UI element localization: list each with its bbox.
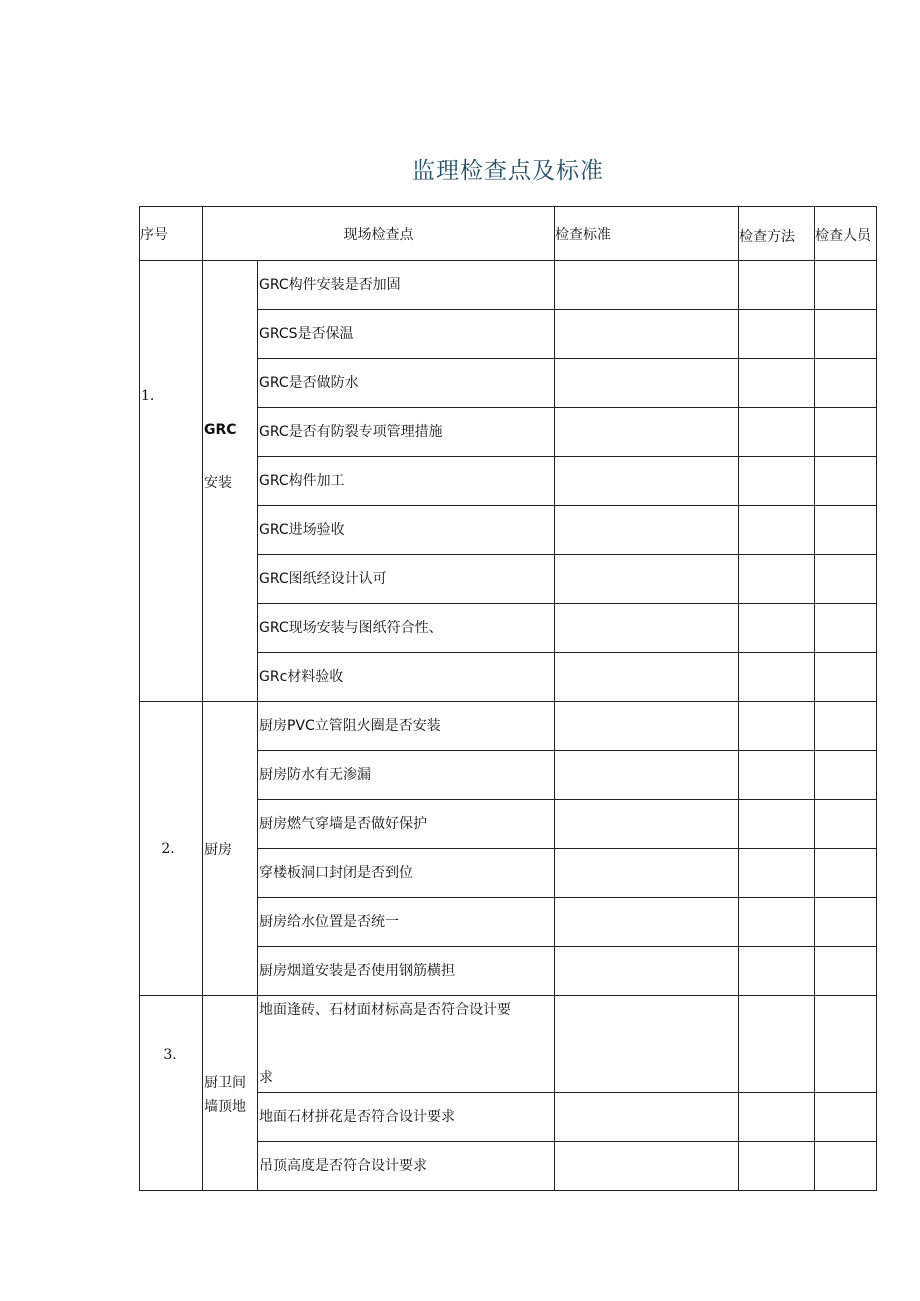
method-cell bbox=[739, 1093, 815, 1142]
inspector-cell bbox=[815, 604, 877, 653]
standard-cell bbox=[555, 653, 739, 702]
inspector-cell bbox=[815, 653, 877, 702]
header-seq: 序号 bbox=[140, 207, 203, 261]
checkpoint-item: GRC图纸经设计认可 bbox=[258, 555, 555, 604]
section-category-line2: 安装 bbox=[204, 475, 232, 491]
standard-cell bbox=[555, 506, 739, 555]
inspector-cell bbox=[815, 947, 877, 996]
standard-cell bbox=[555, 408, 739, 457]
inspector-cell bbox=[815, 800, 877, 849]
standard-cell bbox=[555, 359, 739, 408]
table-header-row bbox=[140, 207, 877, 261]
method-cell bbox=[739, 751, 815, 800]
method-cell bbox=[739, 261, 815, 310]
checkpoint-item: GRC进场验收 bbox=[258, 506, 555, 555]
inspector-cell bbox=[815, 898, 877, 947]
method-cell bbox=[739, 457, 815, 506]
inspector-cell bbox=[815, 310, 877, 359]
inspector-cell bbox=[815, 555, 877, 604]
inspector-cell bbox=[815, 1093, 877, 1142]
standard-cell bbox=[555, 604, 739, 653]
method-cell bbox=[739, 1142, 815, 1191]
method-cell bbox=[739, 653, 815, 702]
method-cell bbox=[739, 555, 815, 604]
header-inspector: 检查人员 bbox=[815, 207, 877, 261]
checkpoint-item-line2: 求 bbox=[259, 1070, 273, 1086]
standard-cell bbox=[555, 898, 739, 947]
standard-cell bbox=[555, 996, 739, 1093]
section-category bbox=[203, 261, 258, 702]
method-cell bbox=[739, 800, 815, 849]
checkpoint-item-line1: 地面逢砖、石材面材标高是否符合设计要 bbox=[259, 1002, 511, 1018]
inspector-cell bbox=[815, 702, 877, 751]
method-cell bbox=[739, 506, 815, 555]
checkpoint-item: 厨房烟道安装是否使用钢筋横担 bbox=[258, 947, 555, 996]
inspector-cell bbox=[815, 996, 877, 1093]
checkpoint-item: 厨房PVC立管阻火圈是否安装 bbox=[258, 702, 555, 751]
section-category: 厨房 bbox=[203, 702, 258, 996]
standard-cell bbox=[555, 947, 739, 996]
standard-cell bbox=[555, 1093, 739, 1142]
method-cell bbox=[739, 359, 815, 408]
standard-cell bbox=[555, 457, 739, 506]
checkpoint-item bbox=[258, 996, 555, 1093]
checkpoint-item: GRC现场安装与图纸符合性、 bbox=[258, 604, 555, 653]
standard-cell bbox=[555, 702, 739, 751]
section-category-line2: 墙顶地 bbox=[204, 1099, 246, 1115]
section-number: 2. bbox=[140, 702, 203, 996]
standard-cell bbox=[555, 555, 739, 604]
checkpoint-item: GRC是否做防水 bbox=[258, 359, 555, 408]
method-cell bbox=[739, 849, 815, 898]
section-category-line1: GRC bbox=[204, 422, 237, 438]
method-cell bbox=[739, 310, 815, 359]
inspector-cell bbox=[815, 751, 877, 800]
inspection-table bbox=[139, 206, 877, 1191]
checkpoint-item: 厨房防水有无渗漏 bbox=[258, 751, 555, 800]
table-row bbox=[140, 261, 877, 310]
header-standard: 检查标准 bbox=[555, 207, 739, 261]
inspector-cell bbox=[815, 408, 877, 457]
inspector-cell bbox=[815, 457, 877, 506]
method-cell bbox=[739, 702, 815, 751]
section-number: 1. bbox=[140, 261, 203, 702]
inspector-cell bbox=[815, 261, 877, 310]
checkpoint-item: GRCS是否保温 bbox=[258, 310, 555, 359]
header-checkpoint: 现场检查点 bbox=[203, 207, 555, 261]
table-row bbox=[140, 702, 877, 751]
section-category-line1: 厨卫间 bbox=[204, 1075, 246, 1091]
standard-cell bbox=[555, 310, 739, 359]
standard-cell bbox=[555, 849, 739, 898]
inspector-cell bbox=[815, 359, 877, 408]
method-cell bbox=[739, 947, 815, 996]
section-category bbox=[203, 996, 258, 1191]
header-method: 检查方法 bbox=[739, 207, 815, 261]
standard-cell bbox=[555, 800, 739, 849]
page-title: 监理检查点及标准 bbox=[412, 158, 604, 184]
section-number: 3. bbox=[140, 996, 203, 1191]
checkpoint-item: GRC是否有防裂专项管理措施 bbox=[258, 408, 555, 457]
standard-cell bbox=[555, 751, 739, 800]
method-cell bbox=[739, 408, 815, 457]
checkpoint-item: 穿楼板洞口封闭是否到位 bbox=[258, 849, 555, 898]
table-row bbox=[140, 996, 877, 1093]
checkpoint-item: GRc材料验收 bbox=[258, 653, 555, 702]
method-cell bbox=[739, 996, 815, 1093]
inspector-cell bbox=[815, 506, 877, 555]
inspector-cell bbox=[815, 849, 877, 898]
checkpoint-item: 厨房给水位置是否统一 bbox=[258, 898, 555, 947]
checkpoint-item: GRC构件加工 bbox=[258, 457, 555, 506]
checkpoint-item: 地面石材拼花是否符合设计要求 bbox=[258, 1093, 555, 1142]
inspector-cell bbox=[815, 1142, 877, 1191]
checkpoint-item: GRC构件安装是否加固 bbox=[258, 261, 555, 310]
standard-cell bbox=[555, 1142, 739, 1191]
method-cell bbox=[739, 604, 815, 653]
standard-cell bbox=[555, 261, 739, 310]
method-cell bbox=[739, 898, 815, 947]
checkpoint-item: 吊顶高度是否符合设计要求 bbox=[258, 1142, 555, 1191]
checkpoint-item: 厨房燃气穿墙是否做好保护 bbox=[258, 800, 555, 849]
